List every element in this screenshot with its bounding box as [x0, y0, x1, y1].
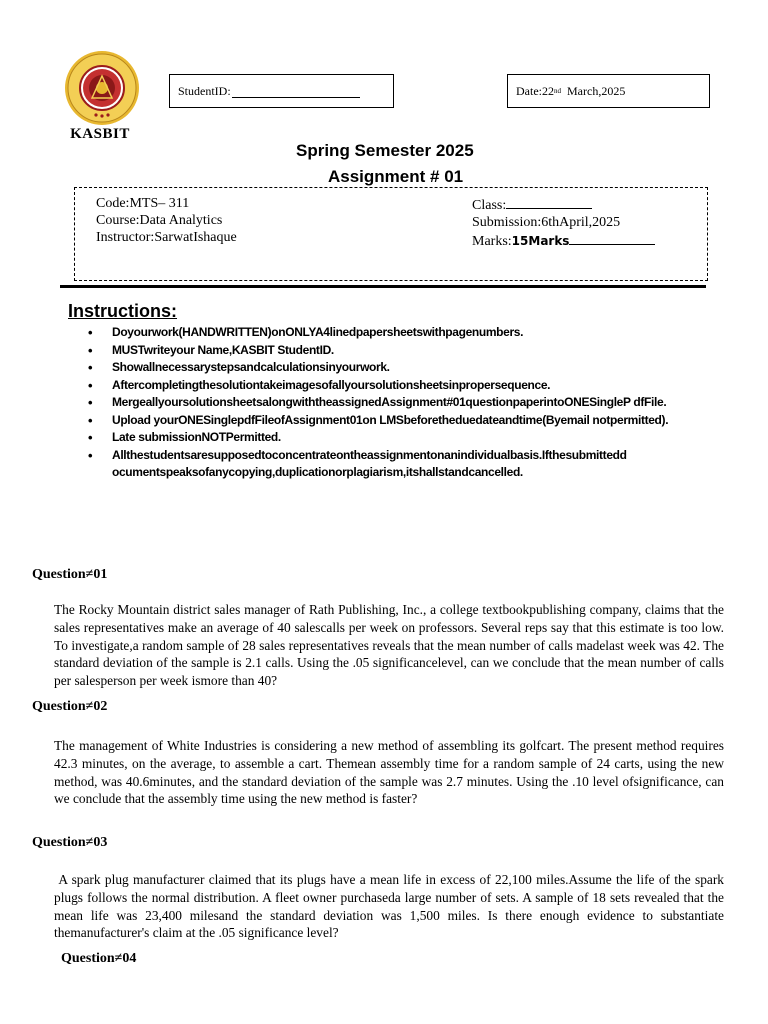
marks-label: Marks: — [472, 234, 512, 249]
instruction-item: • Aftercompletingthesolutiontakeimagesofallyoursolutionsheetsinpropersequence. — [84, 377, 684, 395]
student-id-label: StudentID: — [178, 83, 231, 98]
question-4-heading: Question≠04 — [61, 951, 137, 966]
question-2-heading: Question≠02 — [32, 699, 108, 714]
question-3-heading: Question≠03 — [32, 835, 108, 850]
date-sup: nd — [554, 87, 561, 95]
class-blank — [506, 195, 592, 209]
divider-rule — [60, 285, 706, 288]
instruction-item: • MUSTwriteyour Name,KASBIT StudentID. — [84, 342, 684, 360]
marks-value: 15Marks — [511, 234, 570, 248]
logo-name: KASBIT — [70, 126, 130, 142]
instruction-item: • Late submissionNOTPermitted. — [84, 429, 684, 447]
date-box — [507, 74, 710, 108]
assignment-title: Assignment # 01 — [328, 167, 464, 186]
course-info-left — [96, 195, 237, 246]
instruction-item: • Doyourwork(HANDWRITTEN)onONLYA4linedpapersheetswithpagenumbers. — [84, 324, 684, 342]
course-info-right — [472, 195, 655, 250]
instruction-item: • Allthestudentsaresupposedtoconcentrateontheassignmentonanindividualbasis.Ifthesubmittedd ocumentspeaksofanycopying,duplicationorplagiarism,itshallstandcancelled. — [84, 447, 684, 482]
instruction-item: • MergeallyoursolutionsheetsalongwiththeassignedAssignment#01questionpaperintoONESingleP dfFile. — [84, 394, 684, 412]
marks-field — [472, 231, 655, 250]
date-prefix: Date:22 — [516, 83, 554, 98]
course-code: Code:MTS– 311 — [96, 196, 190, 211]
instruction-item: • Showallnecessarystepsandcalculationsinyourwork. — [84, 359, 684, 377]
date-suffix: March,2025 — [567, 83, 626, 98]
student-id-blank — [232, 85, 360, 98]
submission-date: Submission:6thApril,2025 — [472, 215, 621, 230]
marks-blank — [569, 231, 655, 245]
course-name: Course:Data Analytics — [96, 213, 223, 228]
instructions-heading: Instructions: — [68, 301, 178, 321]
question-1-body: The Rocky Mountain district sales manager of Rath Publishing, Inc., a college textbookpublishing company, claims that the sales representatives make an average of 40 salescalls per week on professors. Several reps say that this estimate is too low. To investigate,a random sample of 28 sales representatives reveals that the mean number of calls madelast week was 42. The standard deviation of the sample is 2.1 calls. Using the .05 significancelevel, can we conclude that the mean number of calls per salesperson per week ismore than 40? — [54, 602, 724, 689]
question-1-heading: Question≠01 — [32, 567, 108, 582]
semester-title: Spring Semester 2025 — [296, 141, 474, 160]
class-field — [472, 195, 655, 214]
question-3-body: A spark plug manufacturer claimed that its plugs have a mean life in excess of 22,100 miles.Assume the life of the spark plugs follows the normal distribution. A fleet owner purchaseda large number of sets. A sample of 18 sets revealed that the mean life was 23,400 milesand the standard deviation was 1,500 miles. Is there enough evidence to substantiate themanufacturer's claim at the .05 significance level? — [54, 872, 724, 941]
student-id-box — [169, 74, 394, 108]
instructions-list — [84, 324, 684, 482]
class-label: Class: — [472, 198, 507, 213]
instructor-name: Instructor:SarwatIshaque — [96, 230, 237, 245]
question-2-body: The management of White Industries is considering a new method of assembling its golfcart. The present method requires 42.3 minutes, on the average, to assemble a cart. Themean assembly time for a random sample of 24 carts, using the new method, was 40.6minutes, and the standard deviation of the sample was 2.7 minutes. Using the .10 level ofsignificance, can we conclude that the assembly time using the new method is faster? — [54, 738, 724, 807]
instruction-item: • Upload yourONESinglepdfFileofAssignment01on LMSbeforetheduedateandtime(Byemail notpermitted). — [84, 412, 684, 430]
